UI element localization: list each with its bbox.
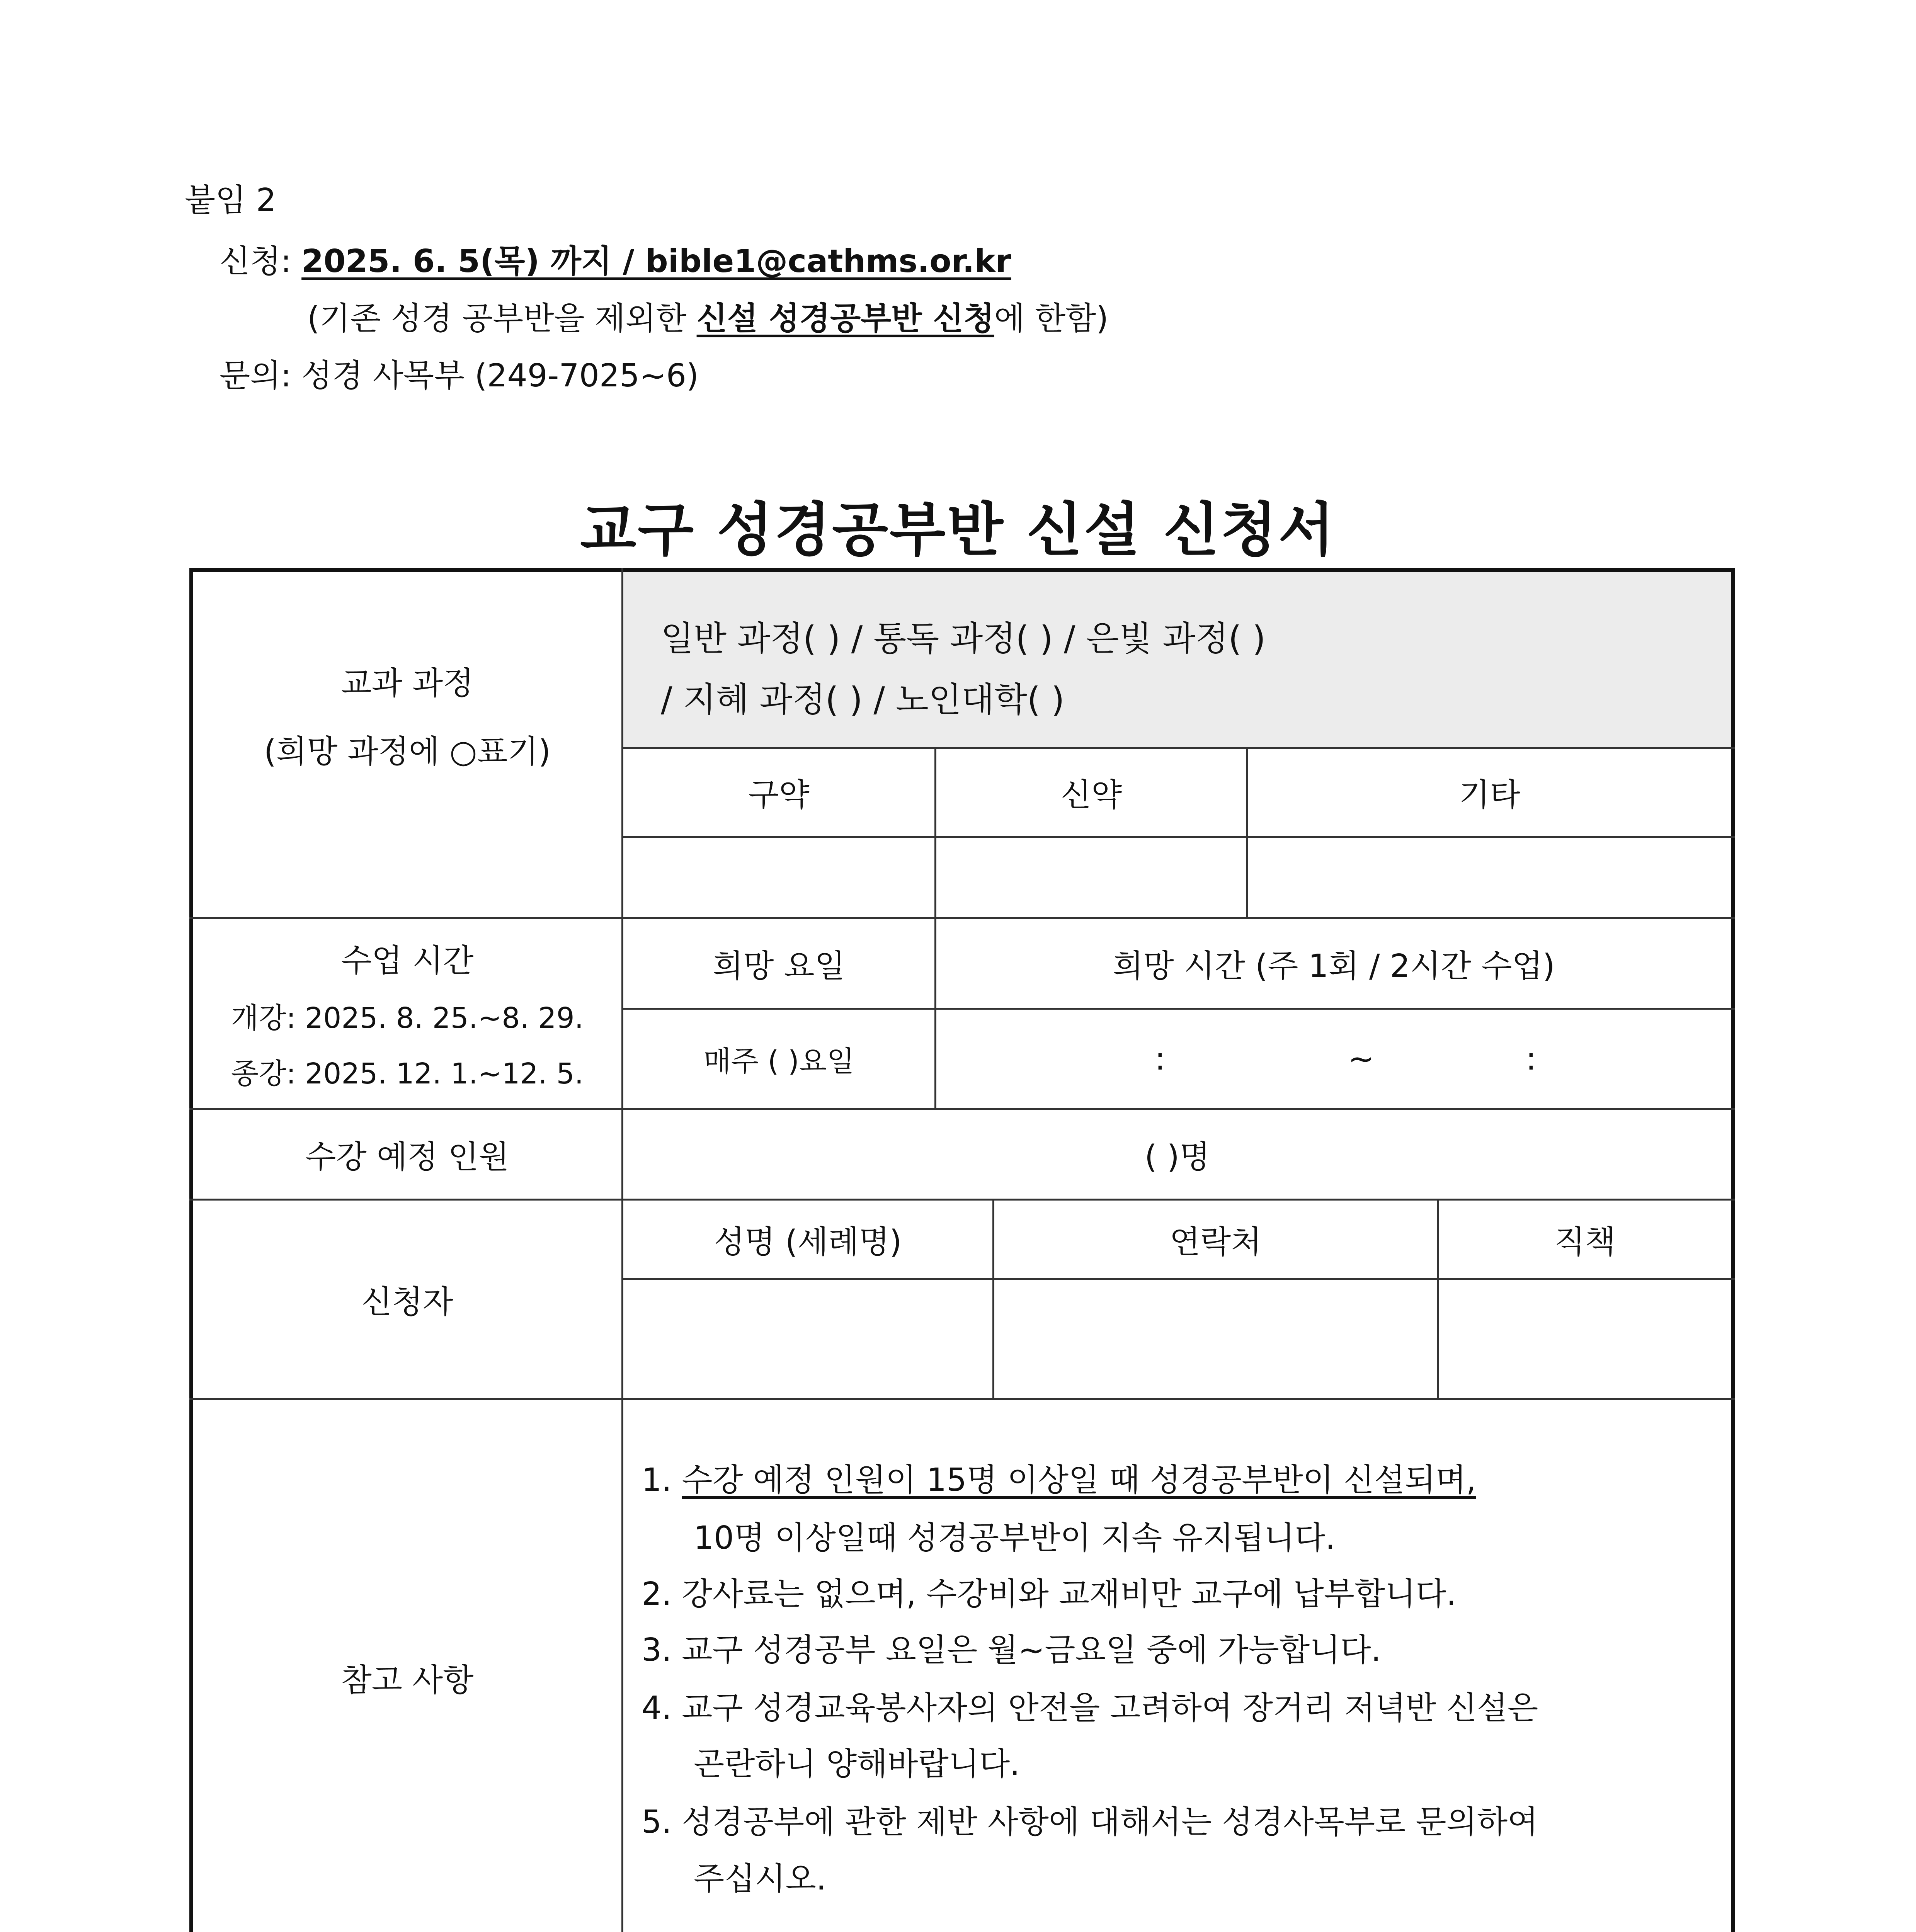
- note-1-underlined: 수강 예정 인원이 15명 이상일 때 성경공부반이 신설되며,: [682, 1462, 1476, 1498]
- course-label-cell: [193, 665, 621, 770]
- col-old-testament: 구약: [748, 777, 810, 813]
- col-other: 기타: [1459, 777, 1521, 813]
- apply-note: [307, 300, 1109, 337]
- name-input[interactable]: [623, 1280, 992, 1398]
- col-position: 직책: [1554, 1224, 1616, 1260]
- note-3: 3. 교구 성경공부 요일은 월~금요일 중에 가능합니다.: [642, 1632, 1381, 1668]
- apply-note-prefix: (기존 성경 공부반을 제외한: [307, 300, 697, 337]
- note-4: 4. 교구 성경교육봉사자의 안전을 고려하여 장거리 저녁반 신설은: [642, 1690, 1538, 1726]
- schedule-start: 개강: 2025. 8. 25.~8. 29.: [231, 1001, 584, 1035]
- page-title: 교구 성경공부반 신설 신청서: [580, 497, 1336, 564]
- applicant-label: 신청자: [361, 1284, 453, 1320]
- inquiry-line: 문의: 성경 사목부 (249-7025~6): [220, 357, 699, 394]
- note-4-cont: 곤란하니 양해바랍니다.: [694, 1746, 1020, 1782]
- position-input[interactable]: [1439, 1280, 1731, 1398]
- apply-line: [220, 243, 1011, 280]
- note-5-cont: 주십시오.: [694, 1861, 826, 1897]
- note-1: 1. 수강 예정 인원이 15명 이상일 때 성경공부반이 신설되며,: [642, 1462, 1476, 1498]
- schedule-label-cell: [193, 919, 621, 1108]
- col-new-testament: 신약: [1060, 777, 1122, 813]
- time-tilde: ~: [1348, 1041, 1375, 1077]
- note-1-cont: 10명 이상일때 성경공부반이 지속 유지됩니다.: [694, 1520, 1336, 1556]
- new-testament-input[interactable]: [936, 838, 1246, 917]
- attachment-label: 붙임 2: [185, 182, 276, 219]
- schedule-end: 종강: 2025. 12. 1.~12. 5.: [231, 1057, 584, 1090]
- apply-note-bold: 신설 성경공부반 신청: [696, 300, 994, 337]
- time-header: 희망 시간 (주 1회 / 2시간 수업): [1113, 947, 1555, 985]
- day-input[interactable]: 매주 ( )요일: [703, 1044, 854, 1078]
- apply-deadline-email: 2025. 6. 5(목) 까지 / bible1@cathms.or.kr: [301, 243, 1011, 280]
- notes-label: 참고 사항: [341, 1662, 474, 1699]
- other-input[interactable]: [1248, 838, 1731, 917]
- attendance-input[interactable]: ( )명: [1144, 1139, 1210, 1175]
- note-5: 5. 성경공부에 관한 제반 사항에 대해서는 성경사목부로 문의하여: [642, 1804, 1538, 1840]
- old-testament-input[interactable]: [623, 838, 934, 917]
- time-colon-start: :: [1155, 1041, 1166, 1077]
- course-label: 교과 과정: [341, 665, 474, 702]
- col-name: 성명 (세례명): [714, 1224, 902, 1260]
- apply-label: 신청:: [220, 243, 292, 280]
- day-header: 희망 요일: [713, 947, 845, 985]
- time-input[interactable]: [936, 1010, 1731, 1108]
- course-sublabel: (희망 과정에 ○표기): [264, 733, 551, 770]
- course-options-line2: / 지혜 과정( ) / 노인대학( ): [661, 680, 1065, 719]
- attendance-label: 수강 예정 인원: [305, 1139, 509, 1175]
- contact-input[interactable]: [994, 1280, 1437, 1398]
- apply-note-suffix: 에 한함): [994, 300, 1109, 337]
- course-options-line1: 일반 과정( ) / 통독 과정( ) / 은빛 과정( ): [661, 619, 1266, 658]
- note-2: 2. 강사료는 없으며, 수강비와 교재비만 교구에 납부합니다.: [642, 1576, 1457, 1612]
- time-colon-end: :: [1526, 1041, 1537, 1077]
- schedule-label: 수업 시간: [341, 942, 474, 979]
- col-contact: 연락처: [1169, 1224, 1262, 1260]
